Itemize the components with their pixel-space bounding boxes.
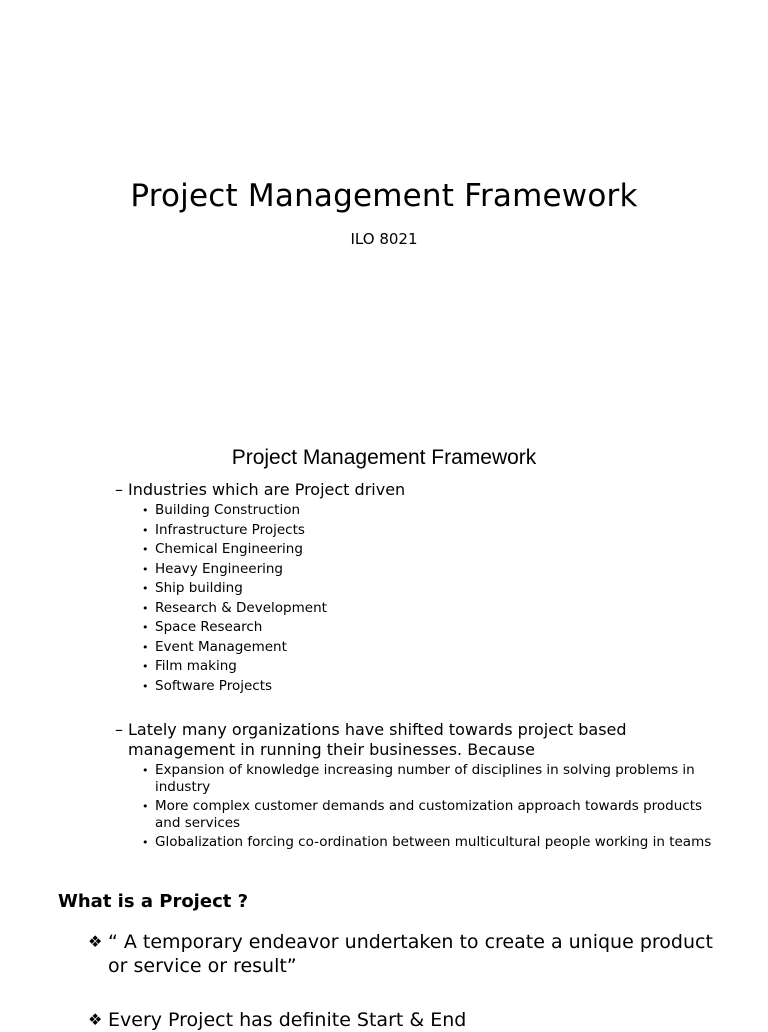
bullet-icon: • <box>142 504 149 517</box>
reasons-list <box>115 762 715 851</box>
diamond-bullet-icon: ❖ <box>88 932 103 951</box>
dash-item <box>115 480 715 500</box>
bullet-icon: • <box>142 679 149 693</box>
dash-marker: – <box>115 480 123 499</box>
list-item: • More complex customer demands and customization approach towards products and services <box>142 798 703 831</box>
bullet-icon: • <box>142 543 149 556</box>
start-end-text: Every Project has definite Start & End <box>108 1009 467 1031</box>
list-item: • Film making <box>142 658 237 674</box>
list-item: • Ship building <box>142 580 243 596</box>
bullet-icon: • <box>142 582 149 595</box>
list-item: • Infrastructure Projects <box>142 521 305 538</box>
bullet-icon: • <box>142 601 149 615</box>
dash-item-text: Industries which are Project driven <box>128 480 406 499</box>
section-title: Project Management Framework <box>231 446 537 469</box>
list-item: • Expansion of knowledge increasing number of disciplines in solving problems in industry <box>142 762 695 795</box>
start-end-item <box>88 1008 728 1032</box>
industries-section <box>115 480 715 697</box>
definition-text: “ A temporary endeavor undertaken to create a unique product or service or result” <box>108 931 713 977</box>
dash-marker: – <box>115 720 123 739</box>
list-item: • Software Projects <box>142 677 273 694</box>
bullet-icon: • <box>142 562 149 576</box>
list-item: • Research & Development <box>142 599 327 616</box>
list-item: • Heavy Engineering <box>142 560 283 577</box>
project-heading: What is a Project ? <box>58 891 249 912</box>
bullet-icon: • <box>142 523 149 537</box>
list-item: • Building Construction <box>142 502 301 518</box>
bullet-icon: • <box>142 660 149 673</box>
list-item: • Space Research <box>142 619 263 635</box>
diamond-bullet-icon: ❖ <box>88 1010 103 1029</box>
bullet-icon: • <box>142 800 149 813</box>
dash-item <box>115 720 715 760</box>
slide-subtitle: ILO 8021 <box>350 230 418 248</box>
list-item: • Chemical Engineering <box>142 541 303 557</box>
reasons-section <box>115 720 715 853</box>
bullet-icon: • <box>142 836 149 849</box>
bullet-icon: • <box>142 764 149 777</box>
definition-item <box>88 930 728 978</box>
bullet-icon: • <box>142 621 149 634</box>
dash-item-text: Lately many organizations have shifted towards project based management in running their businesses. Because <box>128 720 627 759</box>
bullet-icon: • <box>142 640 149 654</box>
list-item: • Globalization forcing co-ordination between multicultural people working in teams <box>142 834 712 850</box>
slide-title: Project Management Framework <box>130 178 638 214</box>
list-item: • Event Management <box>142 638 287 655</box>
industries-list <box>115 502 715 695</box>
